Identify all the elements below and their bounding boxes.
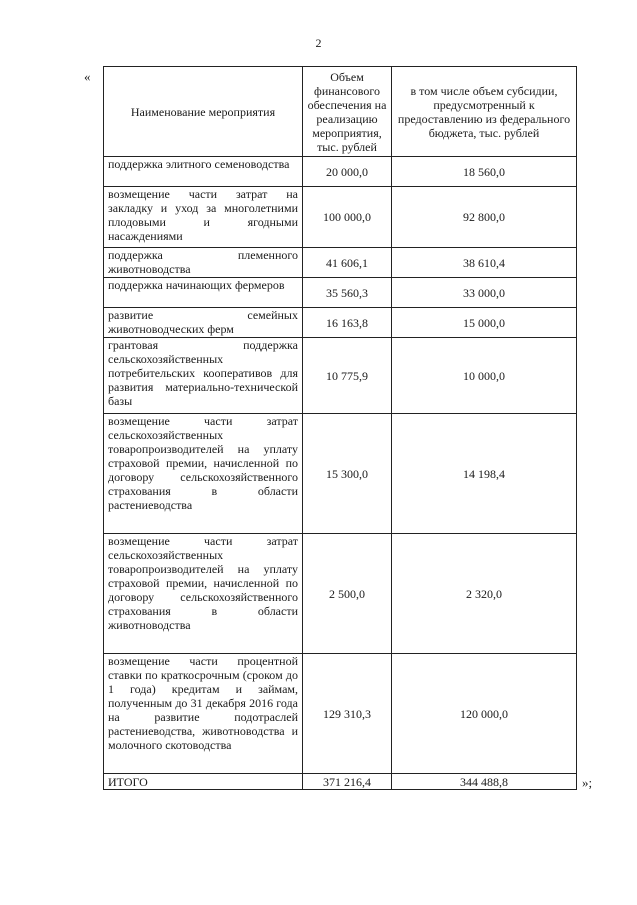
total-funding: 10 775,9: [303, 338, 392, 414]
federal-subsidy: 38 610,4: [392, 248, 577, 278]
total-funding: 15 300,0: [303, 414, 392, 534]
total-funding: 100 000,0: [303, 187, 392, 248]
header-total-funding: Объем финансового обеспечения на реализацию мероприятия, тыс. рублей: [303, 67, 392, 157]
federal-subsidy: 92 800,0: [392, 187, 577, 248]
total-funding: 41 606,1: [303, 248, 392, 278]
measure-name: возмещение части процентной ставки по краткосрочным (сроком до 1 года) кредитам и займам, полученным до 31 декабря 2016 года на развитие подотраслей растениеводства, животноводства и молочного скотоводства: [104, 654, 303, 774]
table-row: [104, 654, 577, 774]
header-federal-subsidy: в том числе объем субсидии, предусмотренный к предоставлению из федерального бюджета, тыс. рублей: [392, 67, 577, 157]
table-row: [104, 414, 577, 534]
total-funding: 129 310,3: [303, 654, 392, 774]
table-row: [104, 187, 577, 248]
measure-name: поддержка начинающих фермеров: [104, 278, 303, 308]
opening-quote: «: [84, 69, 91, 84]
table-row: [104, 278, 577, 308]
total-funding: 16 163,8: [303, 308, 392, 338]
measure-name: развитие семейных животноводческих ферм: [104, 308, 303, 338]
federal-subsidy: 15 000,0: [392, 308, 577, 338]
header-measure-name: Наименование мероприятия: [104, 67, 303, 157]
measure-name: поддержка элитного семеноводства: [104, 157, 303, 187]
federal-subsidy: 33 000,0: [392, 278, 577, 308]
measure-name: возмещение части затрат сельскохозяйственных товаропроизводителей на уплату страховой премии, начисленной по договору сельскохозяйственного страхования в области животноводства: [104, 534, 303, 654]
page-number: 2: [315, 36, 322, 50]
total-funding-sum: 371 216,4: [303, 774, 392, 790]
table-row: [104, 534, 577, 654]
federal-subsidy: 10 000,0: [392, 338, 577, 414]
table-row: [104, 157, 577, 187]
total-funding: 20 000,0: [303, 157, 392, 187]
measure-name: грантовая поддержка сельскохозяйственных потребительских кооперативов для развития материально-технической базы: [104, 338, 303, 414]
measure-name: возмещение части затрат сельскохозяйственных товаропроизводителей на уплату страховой премии, начисленной по договору сельскохозяйственного страхования в области растениеводства: [104, 414, 303, 534]
measure-name: поддержка племенного животноводства: [104, 248, 303, 278]
table-header-row: [104, 67, 577, 157]
federal-subsidy-sum: 344 488,8: [392, 774, 577, 790]
table-row: [104, 308, 577, 338]
closing-quote: »;: [582, 775, 593, 790]
federal-subsidy: 120 000,0: [392, 654, 577, 774]
federal-subsidy: 18 560,0: [392, 157, 577, 187]
table-total-row: [104, 774, 577, 790]
federal-subsidy: 14 198,4: [392, 414, 577, 534]
total-label: ИТОГО: [104, 774, 303, 790]
table-row: [104, 248, 577, 278]
total-funding: 2 500,0: [303, 534, 392, 654]
table-row: [104, 338, 577, 414]
measure-name: возмещение части затрат на закладку и уход за многолетними плодовыми и ягодными насаждениями: [104, 187, 303, 248]
federal-subsidy: 2 320,0: [392, 534, 577, 654]
funding-table: [103, 66, 577, 790]
total-funding: 35 560,3: [303, 278, 392, 308]
